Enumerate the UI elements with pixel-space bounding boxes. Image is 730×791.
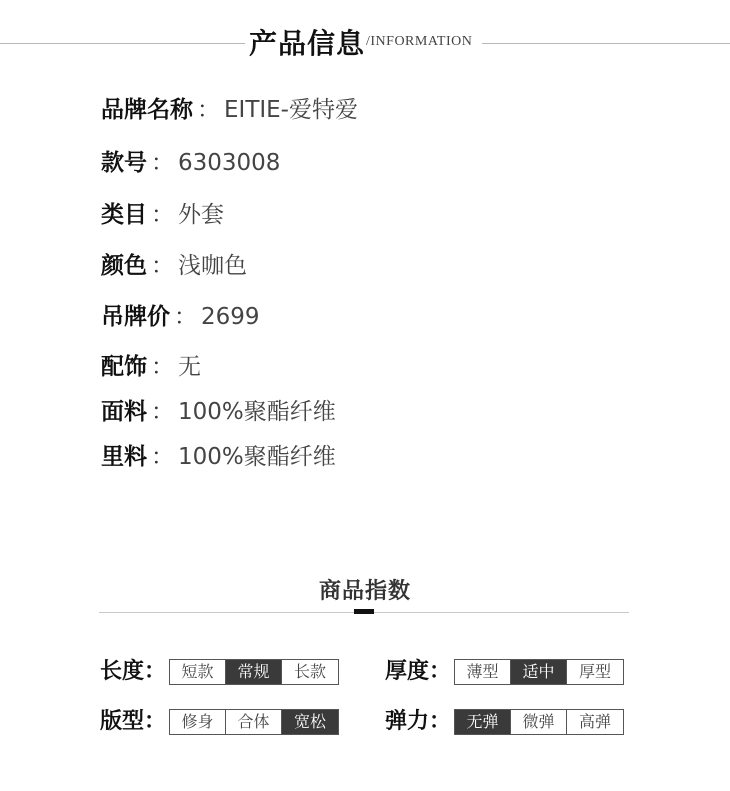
info-value: 100%聚酯纤维 bbox=[178, 399, 336, 425]
info-colon: ： bbox=[151, 399, 174, 425]
info-key: 里料 bbox=[101, 444, 147, 470]
info-key: 类目 bbox=[101, 202, 147, 228]
info-row-fabric bbox=[101, 394, 336, 430]
info-row-accessories bbox=[101, 349, 201, 385]
attr-label: 长度： bbox=[100, 659, 167, 684]
info-colon: ： bbox=[151, 202, 174, 228]
info-row-price bbox=[101, 299, 260, 335]
info-key: 吊牌价 bbox=[101, 304, 170, 330]
info-key: 品牌名称 bbox=[101, 97, 193, 123]
option-long: 长款 bbox=[293, 662, 326, 681]
attr-label: 厚度： bbox=[385, 659, 452, 684]
info-value: 无 bbox=[178, 354, 201, 380]
info-key: 配饰 bbox=[101, 354, 147, 380]
attr-label: 版型： bbox=[100, 709, 167, 734]
option-fitted: 合体 bbox=[226, 710, 282, 734]
index-title: 商品指数 bbox=[318, 579, 411, 604]
option-thin: 薄型 bbox=[455, 660, 511, 684]
info-colon: ： bbox=[197, 97, 220, 123]
option-medium: 适中 bbox=[511, 660, 567, 684]
info-value: 100%聚酯纤维 bbox=[178, 444, 336, 470]
info-value: EITIE-爱特爱 bbox=[224, 97, 358, 123]
info-row-color bbox=[101, 248, 247, 284]
info-key: 款号 bbox=[101, 150, 147, 176]
header-rule-right bbox=[482, 43, 730, 44]
info-colon: ： bbox=[151, 150, 174, 176]
info-colon: ： bbox=[151, 354, 174, 380]
section-subtitle: /INFORMATION bbox=[366, 34, 473, 49]
attr-label: 弹力： bbox=[385, 709, 452, 734]
option-thick: 厚型 bbox=[578, 662, 611, 681]
info-colon: ： bbox=[151, 253, 174, 279]
info-colon: ： bbox=[151, 444, 174, 470]
option-slim: 修身 bbox=[170, 710, 226, 734]
info-value: 外套 bbox=[178, 202, 224, 228]
section-header bbox=[0, 18, 730, 68]
info-row-brand bbox=[101, 92, 358, 128]
index-accent-mark bbox=[354, 609, 374, 614]
option-loose: 宽松 bbox=[282, 710, 338, 734]
info-colon: ： bbox=[174, 304, 197, 330]
attr-options bbox=[454, 659, 624, 685]
info-row-lining bbox=[101, 439, 336, 475]
info-row-category bbox=[101, 197, 224, 233]
option-no-stretch: 无弹 bbox=[455, 710, 511, 734]
attr-options bbox=[169, 659, 339, 685]
option-slight-stretch: 微弹 bbox=[511, 710, 567, 734]
info-key: 颜色 bbox=[101, 253, 147, 279]
option-short: 短款 bbox=[170, 660, 226, 684]
option-high-stretch: 高弹 bbox=[578, 712, 611, 731]
info-value: 浅咖色 bbox=[178, 253, 247, 279]
info-key: 面料 bbox=[101, 399, 147, 425]
option-regular: 常规 bbox=[226, 660, 282, 684]
section-title: 产品信息 bbox=[249, 27, 366, 60]
attr-options bbox=[454, 709, 624, 735]
attr-options bbox=[169, 709, 339, 735]
header-rule-left bbox=[0, 43, 245, 44]
info-row-style-no bbox=[101, 145, 280, 181]
info-value: 2699 bbox=[201, 304, 260, 330]
info-value: 6303008 bbox=[178, 150, 281, 176]
